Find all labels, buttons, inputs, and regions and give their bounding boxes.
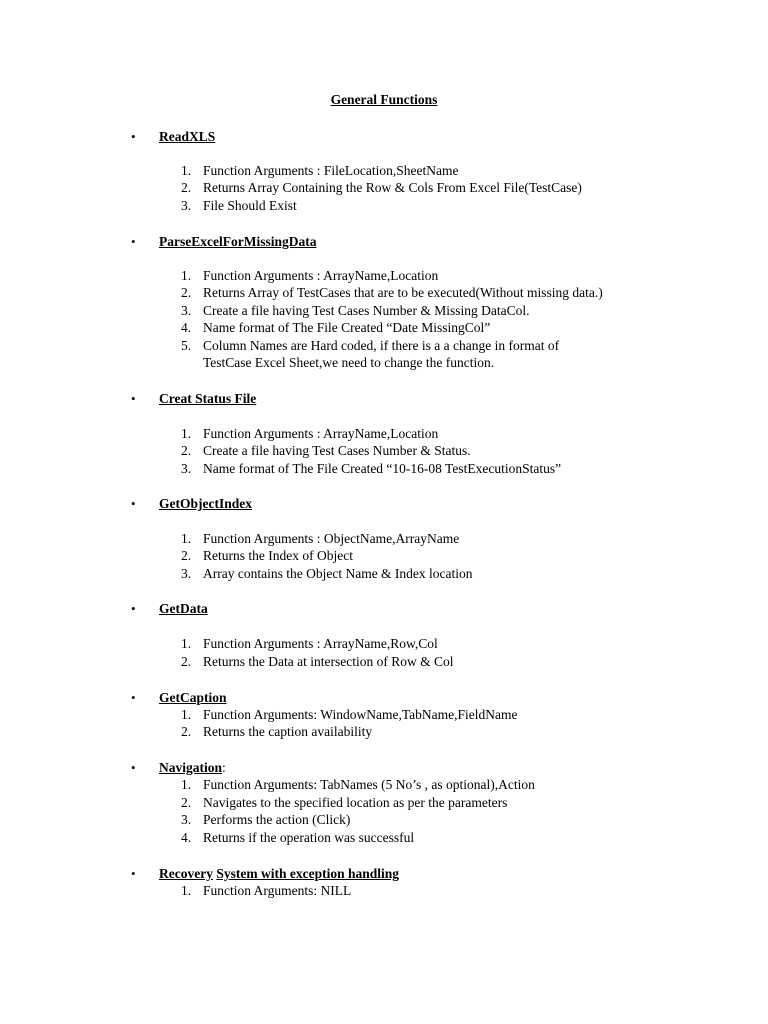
section-heading-parseexcel: ParseExcelForMissingData: [159, 234, 317, 249]
bullet-icon: •: [131, 601, 136, 616]
bullet-icon: •: [131, 391, 136, 406]
list-item: 1. Function Arguments: WindowName,TabName,FieldName: [181, 707, 518, 722]
section-heading-recovery: Recovery System with exception handling: [159, 866, 399, 881]
list-item: 3. File Should Exist: [181, 198, 297, 213]
bullet-icon: •: [131, 866, 136, 881]
list-item: 1. Function Arguments : ArrayName,Location: [181, 268, 439, 283]
bullet-icon: •: [131, 129, 136, 144]
section-heading-getcaption: GetCaption: [159, 690, 227, 705]
list-item: 2. Navigates to the specified location as per the parameters: [181, 795, 508, 810]
list-item: 1. Function Arguments : ArrayName,Row,Col: [181, 636, 438, 651]
list-item: 1. Function Arguments: NILL: [181, 883, 352, 898]
list-item: 2. Create a file having Test Cases Number & Status.: [181, 443, 471, 458]
list-item: 3. Array contains the Object Name & Index location: [181, 566, 473, 581]
list-item: 2. Returns the Index of Object: [181, 548, 353, 563]
list-item: 3. Create a file having Test Cases Number & Missing DataCol.: [181, 303, 530, 318]
bullet-icon: •: [131, 690, 136, 705]
section-heading-readxls: ReadXLS: [159, 129, 216, 144]
list-item: 4. Returns if the operation was successful: [181, 830, 415, 845]
list-item: 1. Function Arguments: TabNames (5 No’s , as optional),Action: [181, 777, 535, 792]
list-item: 2. Returns Array Containing the Row & Cols From Excel File(TestCase): [181, 180, 582, 195]
section-heading-getobjectindex: GetObjectIndex: [159, 496, 252, 511]
list-item: 3. Name format of The File Created “10-16-08 TestExecutionStatus”: [181, 461, 562, 476]
bullet-icon: •: [131, 496, 136, 511]
section-heading-navigation: Navigation:: [159, 760, 226, 775]
list-item: 3. Performs the action (Click): [181, 812, 351, 827]
list-item: 1. Function Arguments : FileLocation,SheetName: [181, 163, 459, 178]
bullet-icon: •: [131, 234, 136, 249]
list-item: 2. Returns the Data at intersection of Row & Col: [181, 654, 454, 669]
list-item: 2. Returns the caption availability: [181, 724, 373, 739]
list-item: 4. Name format of The File Created “Date MissingCol”: [181, 320, 491, 335]
list-item: 5. Column Names are Hard coded, if there is a a change in format of: [181, 338, 560, 353]
bullet-icon: •: [131, 760, 136, 775]
document-title: General Functions: [330, 92, 438, 107]
list-item-continuation: TestCase Excel Sheet,we need to change the function.: [203, 355, 495, 370]
section-heading-status-file: Creat Status File: [159, 391, 257, 406]
list-item: 1. Function Arguments : ArrayName,Location: [181, 426, 439, 441]
section-heading-getdata: GetData: [159, 601, 208, 616]
list-item: 2. Returns Array of TestCases that are to be executed(Without missing data.): [181, 285, 603, 300]
list-item: 1. Function Arguments : ObjectName,ArrayName: [181, 531, 460, 546]
